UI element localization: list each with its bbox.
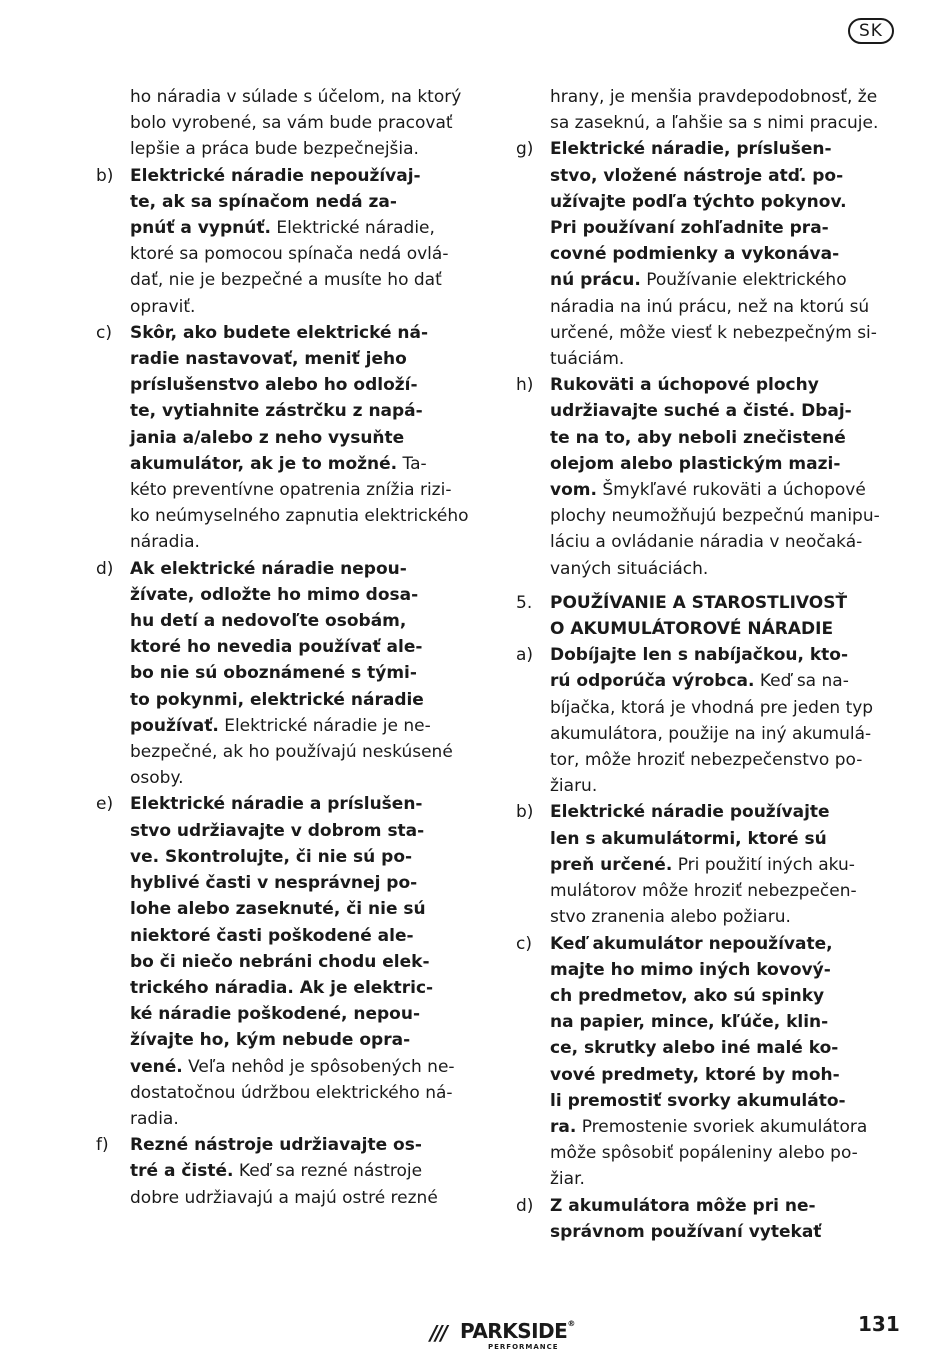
- list-item: e) Elektrické náradie a príslušen- stvo udržiavajte v dobrom sta- ve. Skontrolujte, či nie sú po- hyblivé časti v nesprávnej po- lohe alebo zaseknuté, či nie sú niektoré časti poškodené ale- bo či niečo nebráni chodu elek- trického náradia. Ak je elektric- ké náradie poškodené, nepou- žívajte ho, kým nebude opra- vené. Veľa nehôd je spôsobených ne- dostatočnou údržbou elektrického ná- radia.: [96, 791, 482, 1132]
- right-items: [516, 136, 902, 581]
- language-badge: SK: [848, 18, 894, 44]
- item-marker: d): [96, 558, 114, 579]
- item-marker: g): [516, 139, 534, 160]
- list-item: a) Dobíjajte len s nabíjačkou, kto- rú odporúča výrobca. Keď sa na- bíjačka, ktorá je vhodná pre jeden typ akumulátora, použije na iný akumulá- tor, môže hroziť nebezpečenstvo po- žiaru.: [516, 642, 902, 799]
- section-heading: [516, 590, 902, 642]
- intro-paragraph: hrany, je menšia pravdepodobnosť, že sa zaseknú, a ľahšie sa s nimi pracuje.: [550, 87, 879, 134]
- item-marker: b): [96, 165, 114, 186]
- item-marker: c): [96, 322, 112, 343]
- logo-subtitle: PERFORMANCE: [488, 1343, 559, 1351]
- right-column: [516, 84, 902, 1245]
- item-marker: e): [96, 794, 114, 815]
- list-item: b) Elektrické náradie nepoužívaj- te, ak sa spínačom nedá za- pnúť a vypnúť. Elektrické náradie, ktoré sa pomocou spínača nedá ovlá- dať, nie je bezpečné a musíte ho dať opraviť.: [96, 163, 482, 320]
- list-item: c) Keď akumulátor nepoužívate, majte ho mimo iných kovový- ch predmetov, ako sú spinky na papier, mince, kľúče, klin- ce, skrutky alebo iné malé ko- vové predmety, ktoré by moh- li premostiť svorky akumuláto- ra. Premostenie svoriek akumulátora môže spôsobiť popáleniny alebo po- žiar.: [516, 931, 902, 1193]
- list-item: f) Rezné nástroje udržiavajte os- tré a čisté. Keď sa rezné nástroje dobre udržiavajú a majú ostré rezné: [96, 1132, 482, 1211]
- right-items-2: [516, 642, 902, 1245]
- logo-bars-icon: ///: [430, 1321, 446, 1345]
- item-marker: c): [516, 933, 532, 954]
- item-marker: d): [516, 1195, 534, 1216]
- intro-paragraph: ho náradia v súlade s účelom, na ktorý bolo vyrobené, sa vám bude pracovať lepšie a práca bude bezpečnejšia.: [130, 87, 462, 160]
- item-marker: h): [516, 375, 534, 396]
- list-item: g) Elektrické náradie, príslušen- stvo, vložené nástroje atď. po- užívajte podľa týchto pokynov. Pri používaní zohľadnite pra- covné podmienky a vykonáva- nú prácu. Používanie elektrického náradia na inú prácu, než na ktorú sú určené, môže viesť k nebezpečným si- tuáciám.: [516, 136, 902, 372]
- item-marker: a): [516, 645, 534, 666]
- item-marker: b): [516, 802, 534, 823]
- item-marker: f): [96, 1135, 109, 1156]
- list-item: b) Elektrické náradie používajte len s akumulátormi, ktoré sú preň určené. Pri použití iných aku- mulátorov môže hroziť nebezpečen- stvo zranenia alebo požiaru.: [516, 799, 902, 930]
- parkside-logo: [430, 1319, 590, 1355]
- section-number: 5.: [516, 592, 533, 613]
- list-item: h) Rukoväti a úchopové plochy udržiavajte suché a čisté. Dbaj- te na to, aby neboli znečistené olejom alebo plastickým mazi- vom. Šmykľavé rukoväti a úchopové plochy neumožňujú bezpečnú manipu- láciu a ovládanie náradia v neočaká- vaných situáciách.: [516, 372, 902, 582]
- logo-wordmark: PARKSIDE®: [460, 1319, 575, 1343]
- page-number: 131: [858, 1312, 900, 1336]
- section-title: POUŽÍVANIE A STAROSTLIVOSŤ O AKUMULÁTOROVÉ NÁRADIE: [550, 592, 848, 640]
- list-item: c) Skôr, ako budete elektrické ná- radie nastavovať, meniť jeho príslušenstvo alebo ho odloží- te, vytiahnite zástrčku z napá- jania a/alebo z neho vysuňte akumulátor, ak je to možné. Ta- kéto preventívne opatrenia znížia rizi- ko neúmyselného zapnutia elektrického náradia.: [96, 320, 482, 556]
- list-item: d) Ak elektrické náradie nepou- žívate, odložte ho mimo dosa- hu detí a nedovoľte osobám, ktoré ho nevedia používať ale- bo nie sú oboznámené s tými- to pokynmi, elektrické náradie používať. Elektrické náradie je ne- bezpečné, ak ho používajú neskúsené osoby.: [96, 556, 482, 792]
- left-items: [96, 163, 482, 1211]
- list-item: d) Z akumulátora môže pri ne- správnom používaní vytekať: [516, 1193, 902, 1245]
- left-column: [96, 84, 482, 1211]
